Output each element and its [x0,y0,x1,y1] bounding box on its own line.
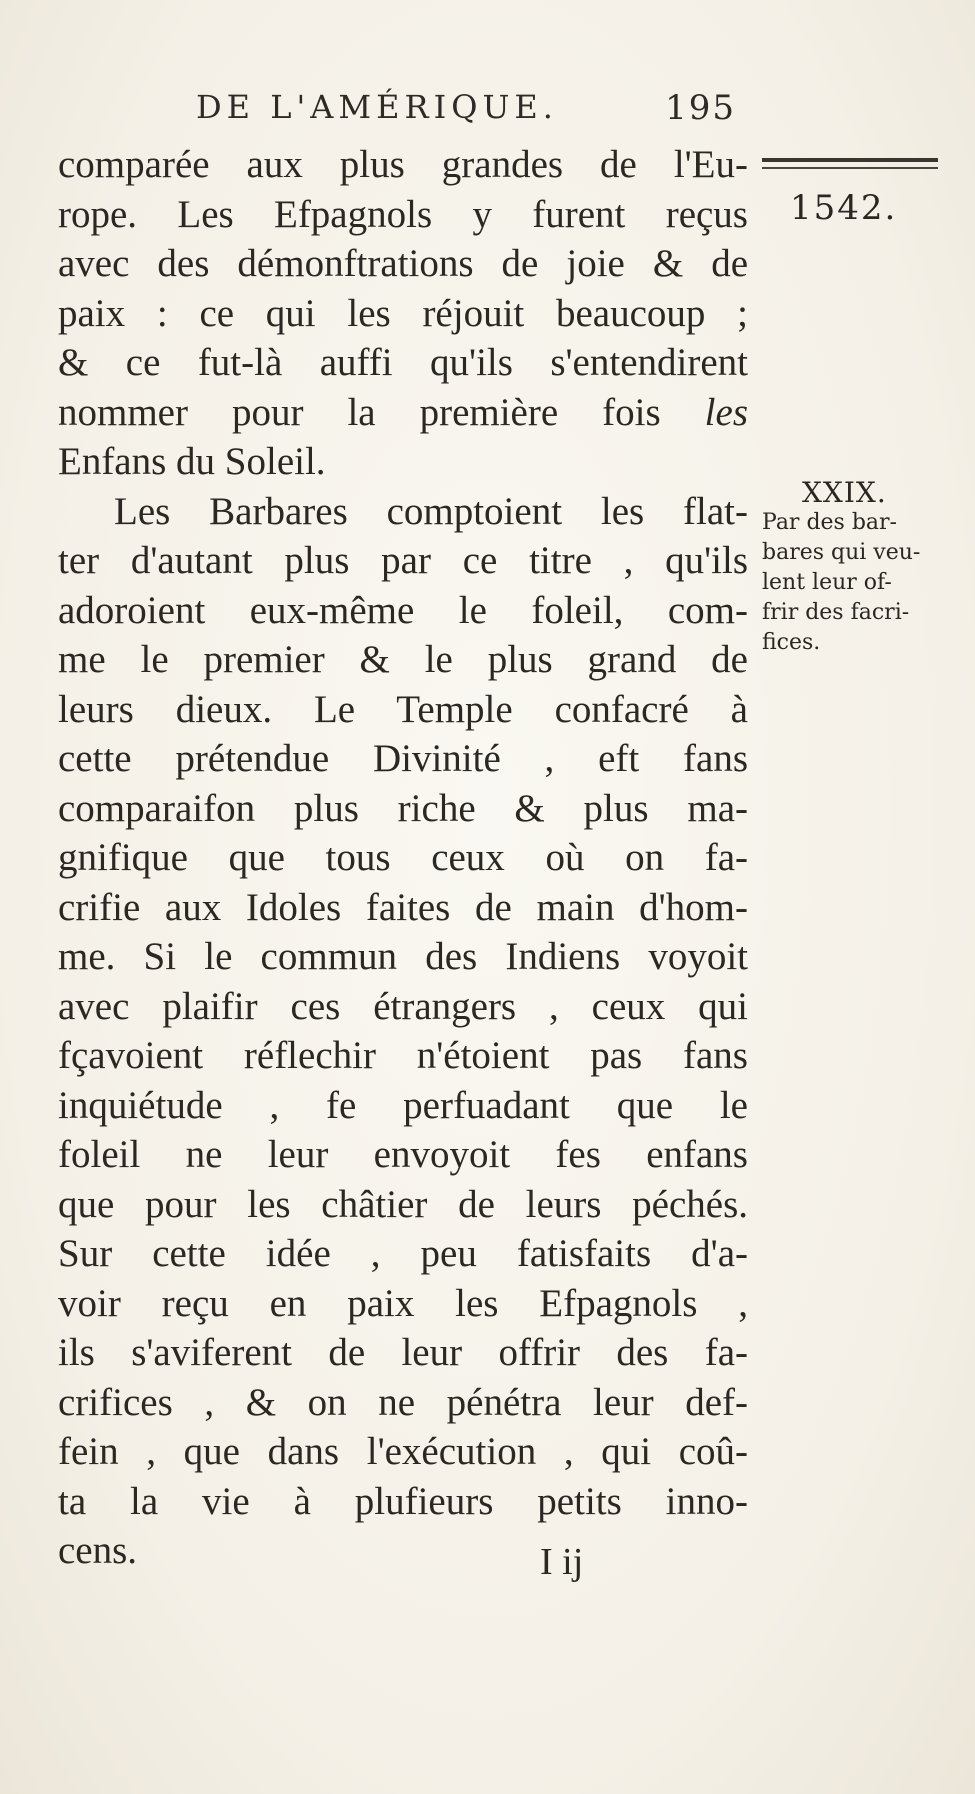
running-head [196,88,736,138]
rule-thick [762,158,938,162]
paragraph-first-line: Les Barbares comptoient les flat- [114,489,748,533]
text-line: crifices , & on ne pénétra leur def- [58,1380,748,1424]
text-line: cens. [58,1529,138,1572]
text-line: me. Si le commun des Indiens voyoit [58,935,748,978]
text-line: ter d'autant plus par ce titre , qu'ils [58,539,748,582]
text-line: comparée aux plus grandes de l'Eu- [58,143,748,186]
text-line: rope. Les Efpagnols y furent reçus [58,192,748,236]
body-text [58,140,748,1576]
text-line: foleil ne leur envoyoit fes enfans [58,1133,748,1176]
text-line: inquiétude , fe perfuadant que le [58,1083,748,1127]
margin-year: 1542. [790,188,898,228]
text-line: crifie aux Idoles faites de main d'hom- [58,885,748,929]
text-line: avec des démonftrations de joie & de [58,242,748,285]
text-line: que pour les châtier de leurs péchés. [58,1182,748,1226]
margin-note-line: fices. [762,630,821,655]
margin-note [762,508,942,658]
text-line: avec plaifir ces étrangers , ceux qui [58,984,748,1028]
running-title: DE L'AMÉRIQUE. [196,88,558,126]
page-number: 195 [665,88,736,128]
text-line: fein , que dans l'exécution , qui coû- [58,1430,748,1473]
text-segment: nommer pour la première fois [58,390,661,434]
text-line: comparaifon plus riche & plus ma- [58,786,748,830]
text-line: Sur cette idée , peu fatisfaits d'a- [58,1232,748,1275]
text-line: me le premier & le plus grand de [58,638,748,681]
text-line: adoroient eux-même le foleil, com- [58,588,748,632]
italic-line: Enfans du Soleil. [58,440,326,483]
margin-note-number: XXIX. [802,476,887,509]
margin-note-line: frir des facri- [762,600,910,625]
text-line: cette prétendue Divinité , eft fans [58,737,748,780]
text-line: ta la vie à plufieurs petits inno- [58,1479,748,1523]
margin-rule [762,158,938,172]
text-line: paix : ce qui les réjouit beaucoup ; [58,291,748,335]
text-line-with-italic [58,388,748,438]
text-line: & ce fut-là auffi qu'ils s'entendirent [58,341,748,384]
margin-note-line: lent leur of- [762,570,892,595]
signature-mark: I ij [540,1541,584,1583]
text-line: gnifique que tous ceux où on fa- [58,836,748,879]
margin-note-line: bares qui veu- [762,540,921,565]
italic-word: les [704,390,748,434]
text-line: ils s'aviferent de leur offrir des fa- [58,1331,748,1374]
rule-thin [762,167,938,169]
text-line: fçavoient réflechir n'étoient pas fans [58,1034,748,1077]
text-line: leurs dieux. Le Temple confacré à [58,687,748,731]
text-line: voir reçu en paix les Efpagnols , [58,1281,748,1325]
margin-note-line: Par des bar- [762,510,897,535]
